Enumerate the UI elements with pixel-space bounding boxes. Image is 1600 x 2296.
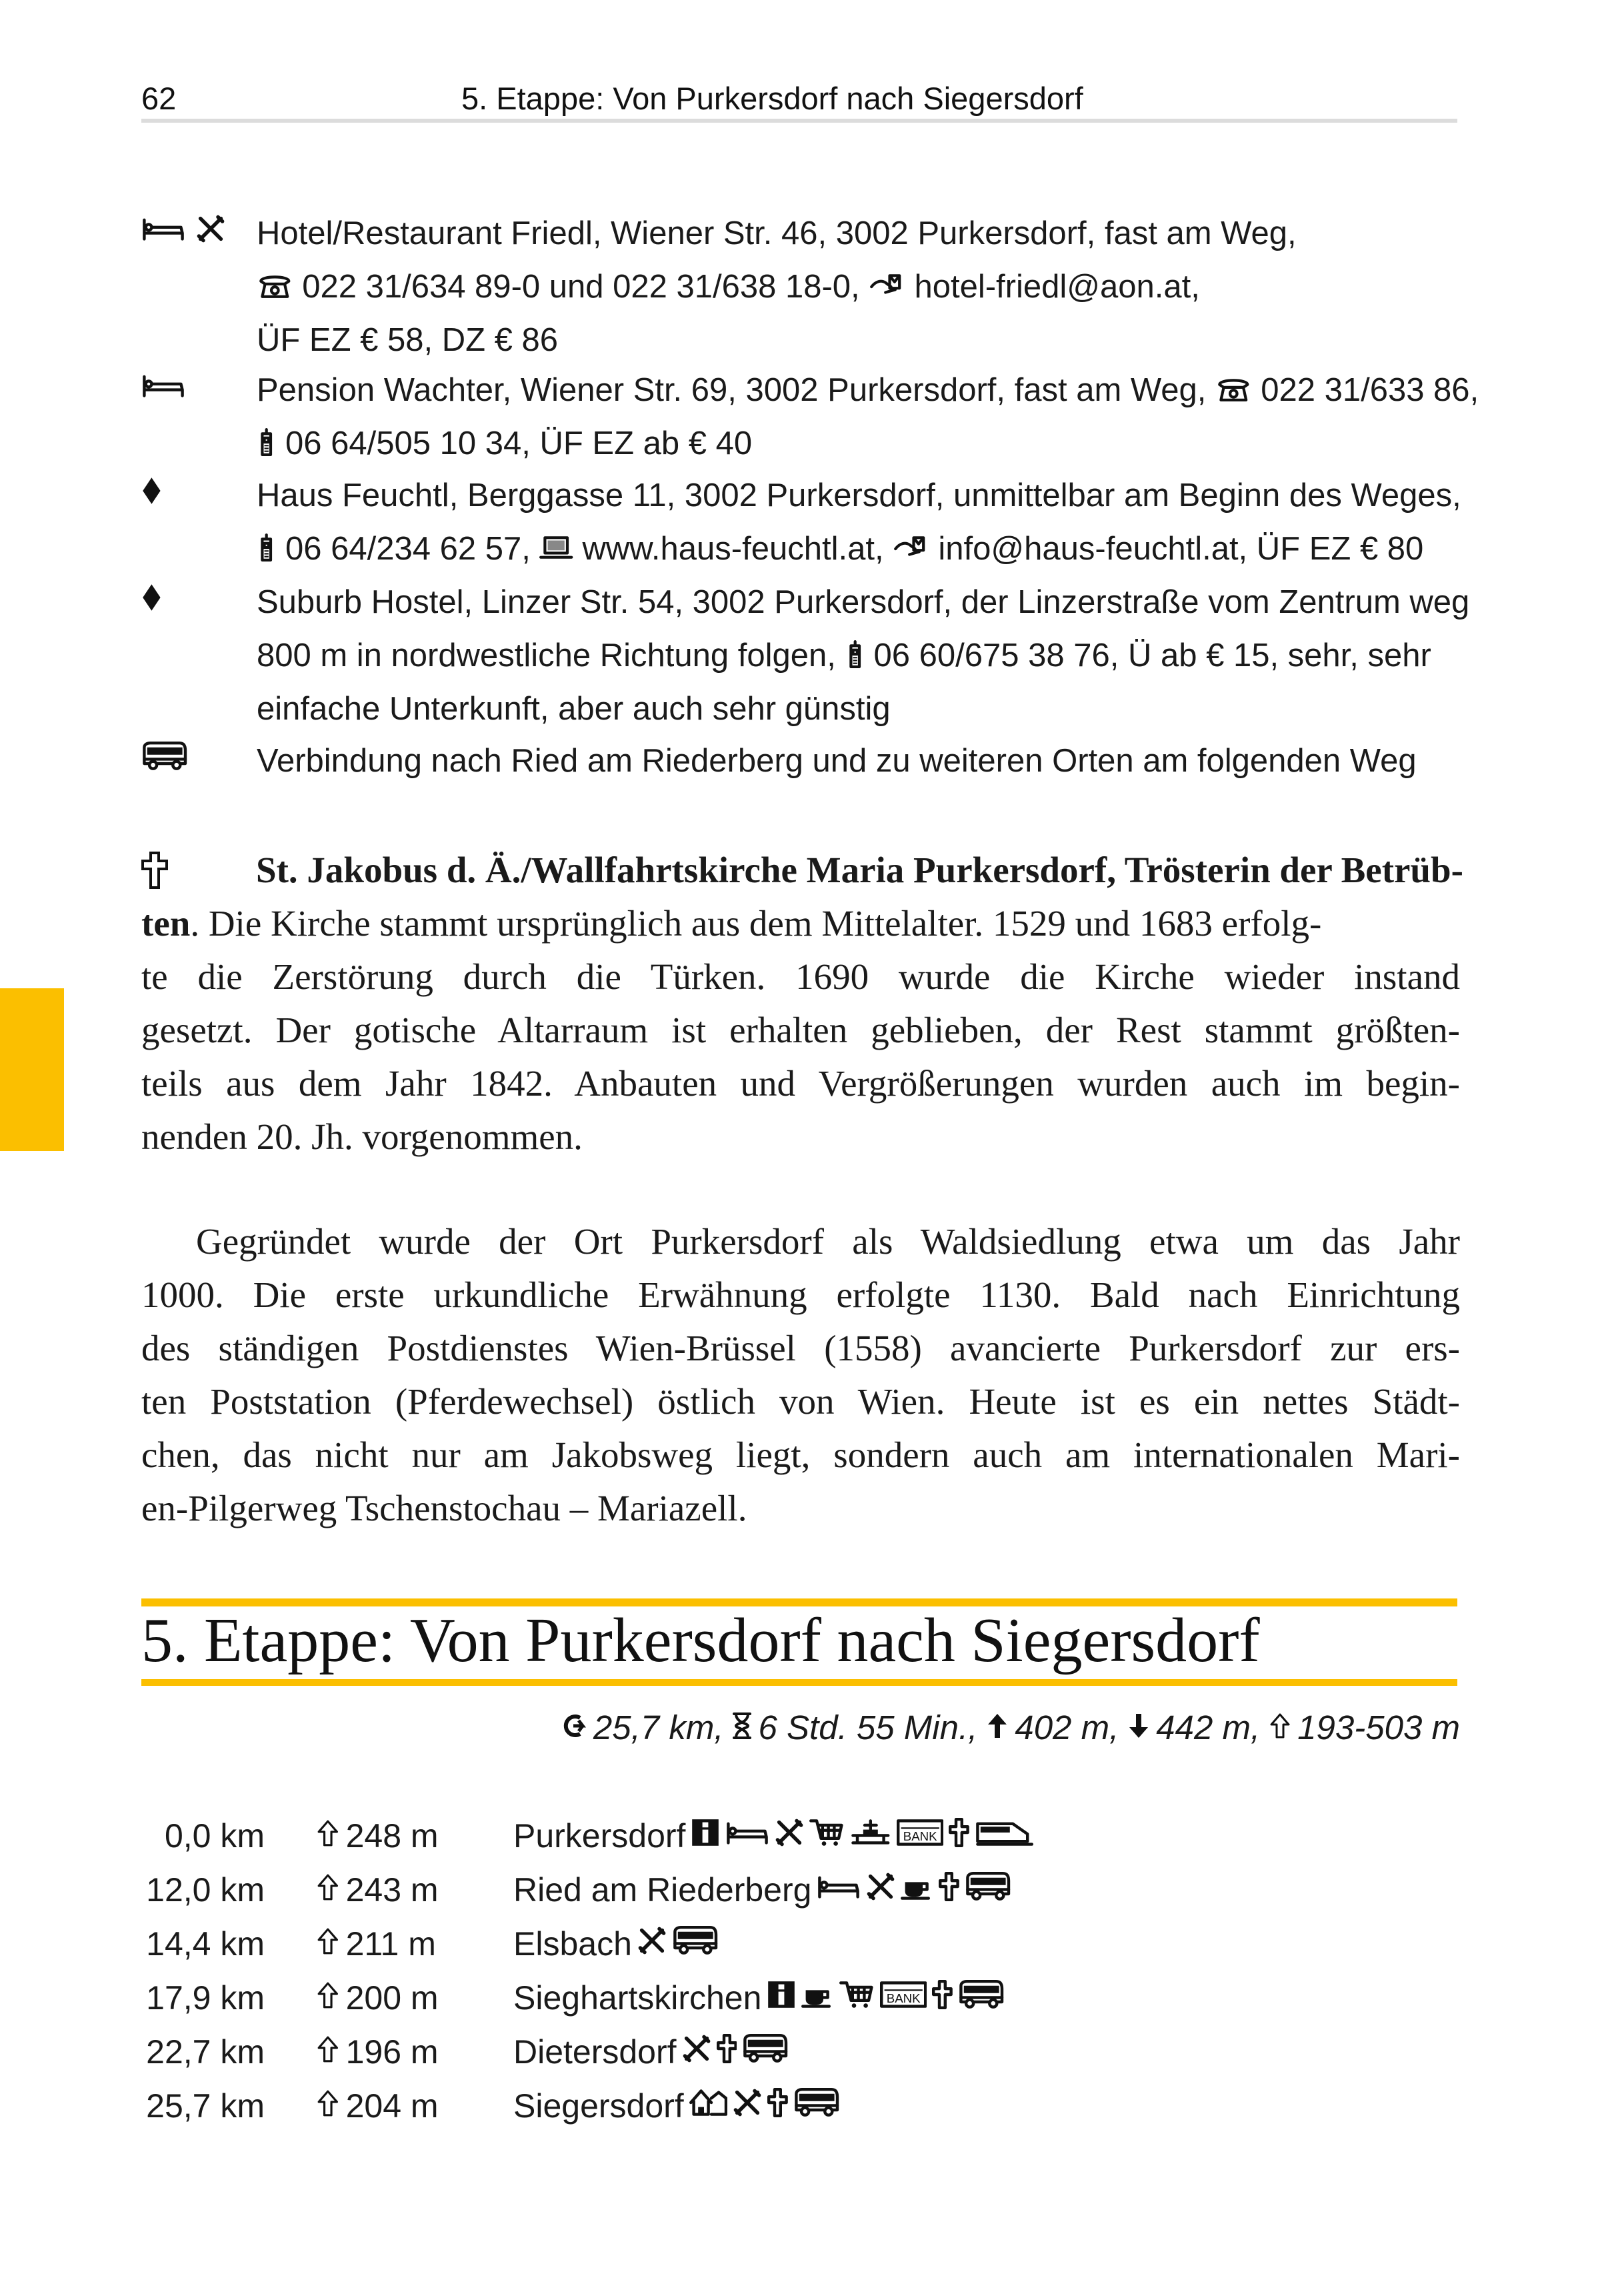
church-text-line: gesetzt. Der gotische Altarraum ist erhalten geblieben, der Rest stammt größten- xyxy=(141,1010,1460,1050)
bed-icon xyxy=(725,1809,769,1863)
altitude-icon xyxy=(1269,1704,1291,1751)
waypoint-distance: 0,0 km xyxy=(164,1817,265,1855)
waypoint-altitude xyxy=(317,2025,439,2079)
stage-stat xyxy=(560,1704,724,1751)
restaurant-icon xyxy=(775,1809,804,1863)
train-icon xyxy=(975,1809,1033,1863)
bus-icon xyxy=(742,2025,789,2079)
entry-line xyxy=(257,207,1460,260)
descent-arrow-icon xyxy=(1128,1704,1149,1751)
waypoint-altitude-value: 243 m xyxy=(345,1871,439,1909)
listing-text: 06 60/675 38 76, Ü ab € 15, sehr, sehr xyxy=(864,638,1431,674)
waypoint-place xyxy=(513,2025,789,2079)
stage-stat xyxy=(1128,1704,1260,1751)
bus-icon xyxy=(958,1971,1005,2025)
waypoint-place xyxy=(513,1863,1011,1917)
listing-text: Suburb Hostel, Linzer Str. 54, 3002 Purkersdorf, der Linzerstraße vom Zentrum weg xyxy=(257,584,1470,620)
entry-icons xyxy=(141,576,241,622)
waypoint-place-name: Elsbach xyxy=(513,1925,632,1963)
stage-title: 5. Etappe: Von Purkersdorf nach Siegersdorf xyxy=(141,1606,1260,1675)
mobile-phone-icon xyxy=(845,631,865,684)
waypoint-altitude-value: 248 m xyxy=(345,1817,439,1855)
church-text-line: teils aus dem Jahr 1842. Anbauten und Vergrößerungen wurden auch im begin- xyxy=(141,1063,1460,1104)
bus-icon xyxy=(793,2079,840,2133)
waypoint-altitude-value: 196 m xyxy=(345,2033,439,2071)
church-cross-icon xyxy=(939,1863,959,1917)
svg-text:BANK: BANK xyxy=(886,1991,921,2006)
church-text-line: te die Zerstörung durch die Türken. 1690 wurde die Kirche wieder instand xyxy=(141,956,1460,997)
altitude-icon xyxy=(317,2079,339,2133)
church-text-line: nenden 20. Jh. vorgenommen. xyxy=(141,1116,583,1157)
waypoint-altitude-value: 204 m xyxy=(345,2087,439,2125)
listing-text: ÜF EZ € 58, DZ € 86 xyxy=(257,322,559,358)
church-title: St. Jakobus d. Ä./Wallfahrtskirche Maria Purkersdorf, Trösterin der Betrüb- xyxy=(256,850,1463,890)
email-icon xyxy=(869,262,905,315)
history-text-line: ten Poststation (Pferdewechsel) östlich von Wien. Heute ist es ein nettes Städt- xyxy=(141,1381,1460,1422)
altitude-icon xyxy=(317,1863,339,1917)
chapter-tab-marker xyxy=(0,988,64,1151)
history-text-line: des ständigen Postdienstes Wien-Brüssel (1558) avancierte Purkersdorf zur ers- xyxy=(141,1328,1460,1368)
waypoint-place-name: Siegersdorf xyxy=(513,2087,684,2125)
listing-text: 06 64/505 10 34, ÜF EZ ab € 40 xyxy=(276,425,753,461)
waypoint-altitude xyxy=(317,2079,439,2133)
waypoint-altitude xyxy=(317,1917,436,1971)
waypoint-altitude xyxy=(317,1971,439,2025)
bus-icon xyxy=(141,742,188,774)
waypoint-altitude-value: 200 m xyxy=(345,1979,439,2017)
waypoint-facilities xyxy=(767,1971,1005,2025)
church-cross-icon xyxy=(767,2079,788,2133)
bus-icon xyxy=(965,1863,1011,1917)
bank-icon xyxy=(897,1809,943,1863)
entry-line xyxy=(257,469,1460,522)
listing-text: info@haus-feuchtl.at, ÜF EZ € 80 xyxy=(929,531,1424,567)
svg-text:BANK: BANK xyxy=(903,1829,937,1844)
stage-rule-bottom xyxy=(141,1679,1457,1686)
post-icon xyxy=(850,1809,891,1863)
restaurant-icon xyxy=(637,1917,667,1971)
restaurant-icon xyxy=(196,214,225,247)
waypoint-altitude xyxy=(317,1863,439,1917)
laptop-icon xyxy=(539,524,573,578)
altitude-icon xyxy=(317,2025,339,2079)
diamond-icon xyxy=(141,476,162,509)
church-cross-icon xyxy=(717,2025,737,2079)
restaurant-icon xyxy=(733,2079,762,2133)
church-cross-icon xyxy=(141,850,168,904)
church-cross-icon xyxy=(949,1809,969,1863)
entry-line xyxy=(257,629,1460,682)
cafe-icon xyxy=(901,1863,933,1917)
info-icon xyxy=(691,1809,720,1863)
waypoint-distance: 17,9 km xyxy=(146,1979,265,2017)
waypoint-row xyxy=(141,2025,1460,2079)
stage-stat-value: 193-503 m xyxy=(1297,1708,1460,1747)
stage-stat xyxy=(987,1704,1119,1751)
page-number: 62 xyxy=(141,81,177,116)
stage-stat-value: 25,7 km, xyxy=(593,1708,724,1747)
waypoint-place xyxy=(513,1971,1005,2025)
running-title: 5. Etappe: Von Purkersdorf nach Siegersdorf xyxy=(461,81,1083,116)
stage-stat-value: 442 m, xyxy=(1156,1708,1261,1747)
waypoint-place xyxy=(513,2079,840,2133)
waypoint-place xyxy=(513,1917,719,1971)
entry-line xyxy=(257,734,1460,788)
waypoint-place xyxy=(513,1809,1033,1863)
info-icon xyxy=(767,1971,796,2025)
church-text-start: . Die Kirche stammt ursprünglich aus dem Mittelalter. 1529 und 1683 erfolg- xyxy=(190,903,1322,944)
shopping-cart-icon xyxy=(839,1971,875,2025)
restaurant-icon xyxy=(866,1863,895,1917)
listing-text: Pension Wachter, Wiener Str. 69, 3002 Purkersdorf, fast am Weg, xyxy=(257,372,1215,408)
entry-icons xyxy=(141,469,241,515)
entry-line xyxy=(257,682,1460,736)
waypoint-altitude xyxy=(317,1809,439,1863)
listing-text: 800 m in nordwestliche Richtung folgen, xyxy=(257,638,845,674)
waypoint-facilities xyxy=(817,1863,1011,1917)
history-paragraph xyxy=(141,1215,1460,1535)
shopping-cart-icon xyxy=(809,1809,845,1863)
waypoint-distance: 14,4 km xyxy=(146,1925,265,1963)
waypoint-altitude-value: 211 m xyxy=(345,1925,436,1963)
email-icon xyxy=(893,524,929,578)
listing-text: 022 31/634 89-0 und 022 31/638 18-0, xyxy=(293,269,869,305)
waypoint-row xyxy=(141,1971,1460,2025)
history-text-line: en-Pilgerweg Tschenstochau – Mariazell. xyxy=(141,1488,747,1528)
stage-stat-value: 402 m, xyxy=(1015,1708,1119,1747)
entry-line xyxy=(257,417,1460,470)
waypoint-place-name: Sieghartskirchen xyxy=(513,1979,762,2017)
history-text-line: 1000. Die erste urkundliche Erwähnung erfolgte 1130. Bald nach Einrichtung xyxy=(141,1274,1460,1315)
waypoint-place-name: Dietersdorf xyxy=(513,2033,677,2071)
waypoint-row xyxy=(141,2079,1460,2133)
listing-text: einfache Unterkunft, aber auch sehr günstig xyxy=(257,691,891,727)
entry-icons xyxy=(141,734,241,781)
distance-arrow-icon xyxy=(560,1704,587,1751)
listing-text: Hotel/Restaurant Friedl, Wiener Str. 46, 3002 Purkersdorf, fast am Weg, xyxy=(257,215,1297,251)
listing-text: Haus Feuchtl, Berggasse 11, 3002 Purkersdorf, unmittelbar am Beginn des Weges, xyxy=(257,477,1461,513)
church-paragraph xyxy=(141,844,1463,1164)
waypoint-row xyxy=(141,1809,1460,1863)
waypoint-place-name: Ried am Riederberg xyxy=(513,1871,812,1909)
diamond-icon xyxy=(141,583,162,616)
waypoint-distance: 22,7 km xyxy=(146,2033,265,2071)
village-icon xyxy=(689,2079,727,2133)
entry-line xyxy=(257,522,1460,576)
waypoint-facilities xyxy=(691,1809,1033,1863)
phone-icon xyxy=(257,262,293,315)
waypoint-facilities xyxy=(682,2025,789,2079)
waypoint-facilities xyxy=(689,2079,840,2133)
listing-text: www.haus-feuchtl.at, xyxy=(573,531,893,567)
bed-icon xyxy=(817,1863,861,1917)
entry-icons xyxy=(141,207,241,253)
mobile-phone-icon xyxy=(257,419,276,472)
bed-icon xyxy=(141,371,185,403)
church-title-end: ten xyxy=(141,903,191,944)
listing-text: Verbindung nach Ried am Riederberg und zu weiteren Orten am folgenden Weg xyxy=(257,743,1417,779)
header-divider xyxy=(141,119,1457,123)
hourglass-icon xyxy=(733,1704,751,1751)
listing-text: 06 64/234 62 57, xyxy=(276,531,540,567)
entry-line xyxy=(257,260,1460,313)
entry-line xyxy=(257,576,1470,629)
bed-icon xyxy=(141,214,185,247)
history-text-line: Gegründet wurde der Ort Purkersdorf als Waldsiedlung etwa um das Jahr xyxy=(196,1221,1460,1262)
mobile-phone-icon xyxy=(257,524,276,578)
listing-text: 022 31/633 86, xyxy=(1251,372,1479,408)
restaurant-icon xyxy=(682,2025,711,2079)
waypoint-facilities xyxy=(637,1917,719,1971)
waypoint-place-name: Purkersdorf xyxy=(513,1817,686,1855)
stage-stats xyxy=(141,1704,1460,1751)
stage-stat xyxy=(733,1704,977,1751)
waypoint-distance: 12,0 km xyxy=(146,1871,265,1909)
listing-text: hotel-friedl@aon.at, xyxy=(905,269,1200,305)
waypoint-row xyxy=(141,1863,1460,1917)
stage-stat xyxy=(1269,1704,1460,1751)
altitude-icon xyxy=(317,1917,339,1971)
waypoint-distance: 25,7 km xyxy=(146,2087,265,2125)
entry-line xyxy=(257,313,1460,367)
bus-icon xyxy=(672,1917,719,1971)
stage-stat-value: 6 Std. 55 Min., xyxy=(758,1708,978,1747)
waypoint-row xyxy=(141,1917,1460,1971)
ascent-arrow-icon xyxy=(987,1704,1008,1751)
entry-icons xyxy=(141,363,241,410)
history-text-line: chen, das nicht nur am Jakobsweg liegt, sondern auch am internationalen Mari- xyxy=(141,1434,1460,1475)
phone-icon xyxy=(1215,365,1252,419)
altitude-icon xyxy=(317,1971,339,2025)
altitude-icon xyxy=(317,1809,339,1863)
church-cross-icon xyxy=(932,1971,953,2025)
bank-icon xyxy=(880,1971,927,2025)
cafe-icon xyxy=(801,1971,833,2025)
entry-line xyxy=(257,363,1479,417)
